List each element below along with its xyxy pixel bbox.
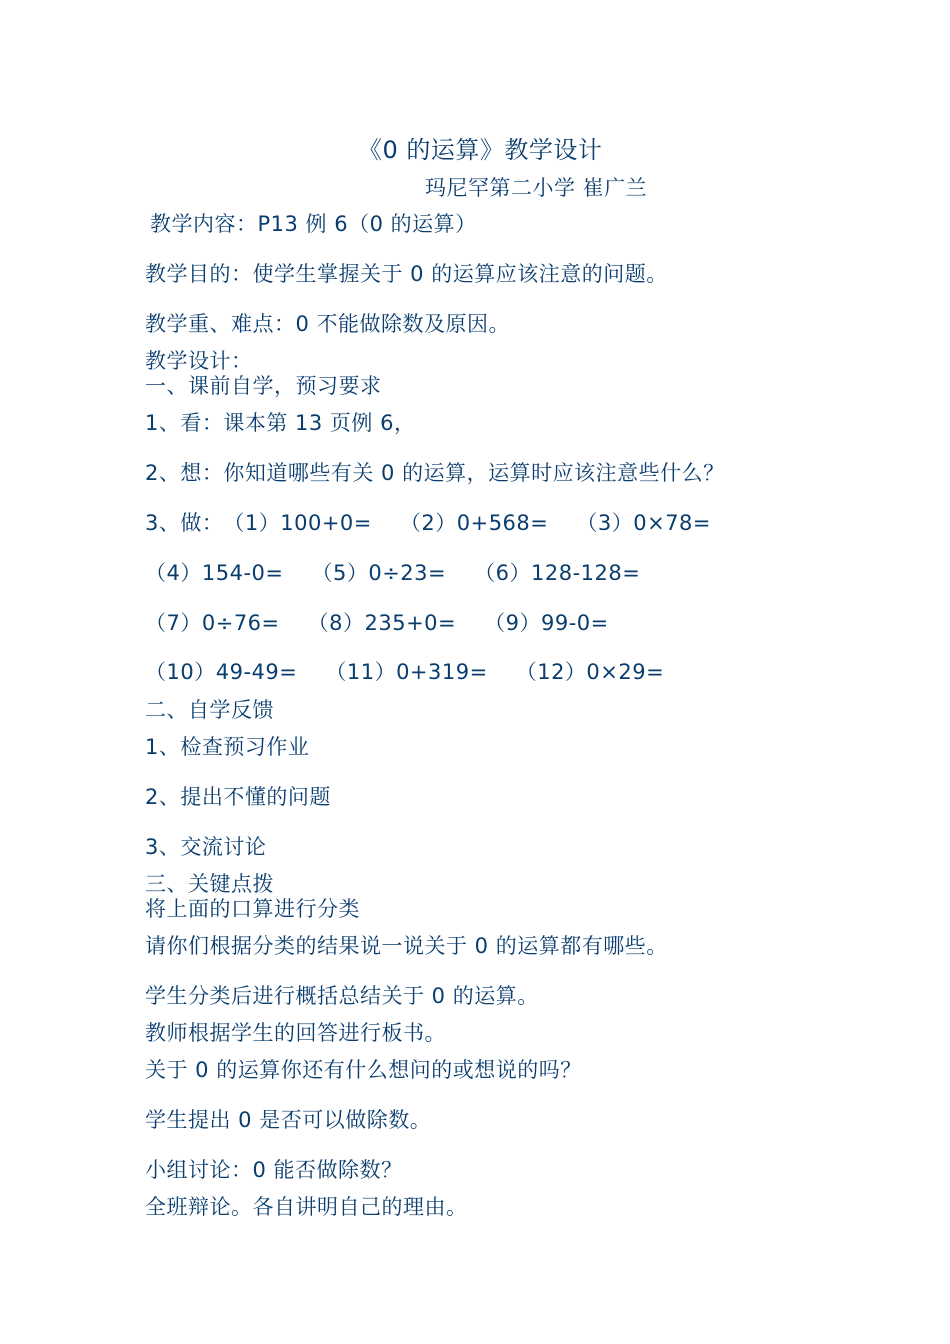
section-2-item-2: 2、提出不懂的问题 bbox=[145, 785, 331, 809]
exercise-12: （12）0×29= bbox=[515, 660, 665, 684]
exercise-1: （1）100+0= bbox=[223, 511, 372, 535]
teaching-content: 教学内容：P13 例 6（0 的运算） bbox=[150, 212, 477, 236]
section-1-heading: 一、课前自学，预习要求 bbox=[145, 374, 382, 398]
section-3-heading: 三、关键点拨 bbox=[145, 872, 274, 896]
exercise-row-4 bbox=[145, 659, 692, 685]
section-1-step-1: 1、看：课本第 13 页例 6， bbox=[145, 411, 416, 435]
section-2-item-1: 1、检查预习作业 bbox=[145, 735, 310, 759]
document-title: 《0 的运算》教学设计 bbox=[358, 136, 603, 164]
teaching-design-heading: 教学设计： bbox=[145, 349, 253, 373]
exercise-11: （11）0+319= bbox=[325, 660, 488, 684]
section-3-paragraph-2: 请你们根据分类的结果说一说关于 0 的运算都有哪些。 bbox=[145, 934, 668, 958]
exercise-2: （2）0+568= bbox=[399, 511, 549, 535]
step-3-label: 3、做： bbox=[145, 511, 224, 535]
exercise-row-3 bbox=[145, 610, 637, 636]
exercise-9: （9）99-0= bbox=[484, 611, 609, 635]
exercise-row-1 bbox=[145, 510, 739, 536]
exercise-6: （6）128-128= bbox=[474, 561, 641, 585]
exercise-10: （10）49-49= bbox=[145, 660, 298, 684]
exercise-7: （7）0÷76= bbox=[145, 611, 280, 635]
section-1-step-2: 2、想：你知道哪些有关 0 的运算，运算时应该注意些什么？ bbox=[145, 461, 725, 485]
section-3-paragraph-6: 学生提出 0 是否可以做除数。 bbox=[145, 1108, 432, 1132]
exercise-5: （5）0÷23= bbox=[311, 561, 447, 585]
teaching-key-points: 教学重、难点：0 不能做除数及原因。 bbox=[145, 312, 511, 336]
exercise-3: （3）0×78= bbox=[576, 511, 712, 535]
exercise-row-2 bbox=[145, 560, 668, 586]
section-2-item-3: 3、交流讨论 bbox=[145, 835, 267, 859]
teaching-goal: 教学目的：使学生掌握关于 0 的运算应该注意的问题。 bbox=[145, 262, 668, 286]
section-3-paragraph-4: 教师根据学生的回答进行板书。 bbox=[145, 1021, 446, 1045]
author-line: 玛尼罕第二小学 崔广兰 bbox=[425, 176, 648, 200]
section-3-paragraph-1: 将上面的口算进行分类 bbox=[145, 897, 360, 921]
section-3-paragraph-5: 关于 0 的运算你还有什么想问的或想说的吗？ bbox=[145, 1058, 582, 1082]
section-3-paragraph-3: 学生分类后进行概括总结关于 0 的运算。 bbox=[145, 984, 539, 1008]
section-2-heading: 二、自学反馈 bbox=[145, 698, 274, 722]
exercise-8: （8）235+0= bbox=[307, 611, 457, 635]
section-3-paragraph-7: 小组讨论：0 能否做除数？ bbox=[145, 1158, 403, 1182]
section-3-paragraph-8: 全班辩论。各自讲明自己的理由。 bbox=[145, 1195, 468, 1219]
exercise-4: （4）154-0= bbox=[145, 561, 284, 585]
